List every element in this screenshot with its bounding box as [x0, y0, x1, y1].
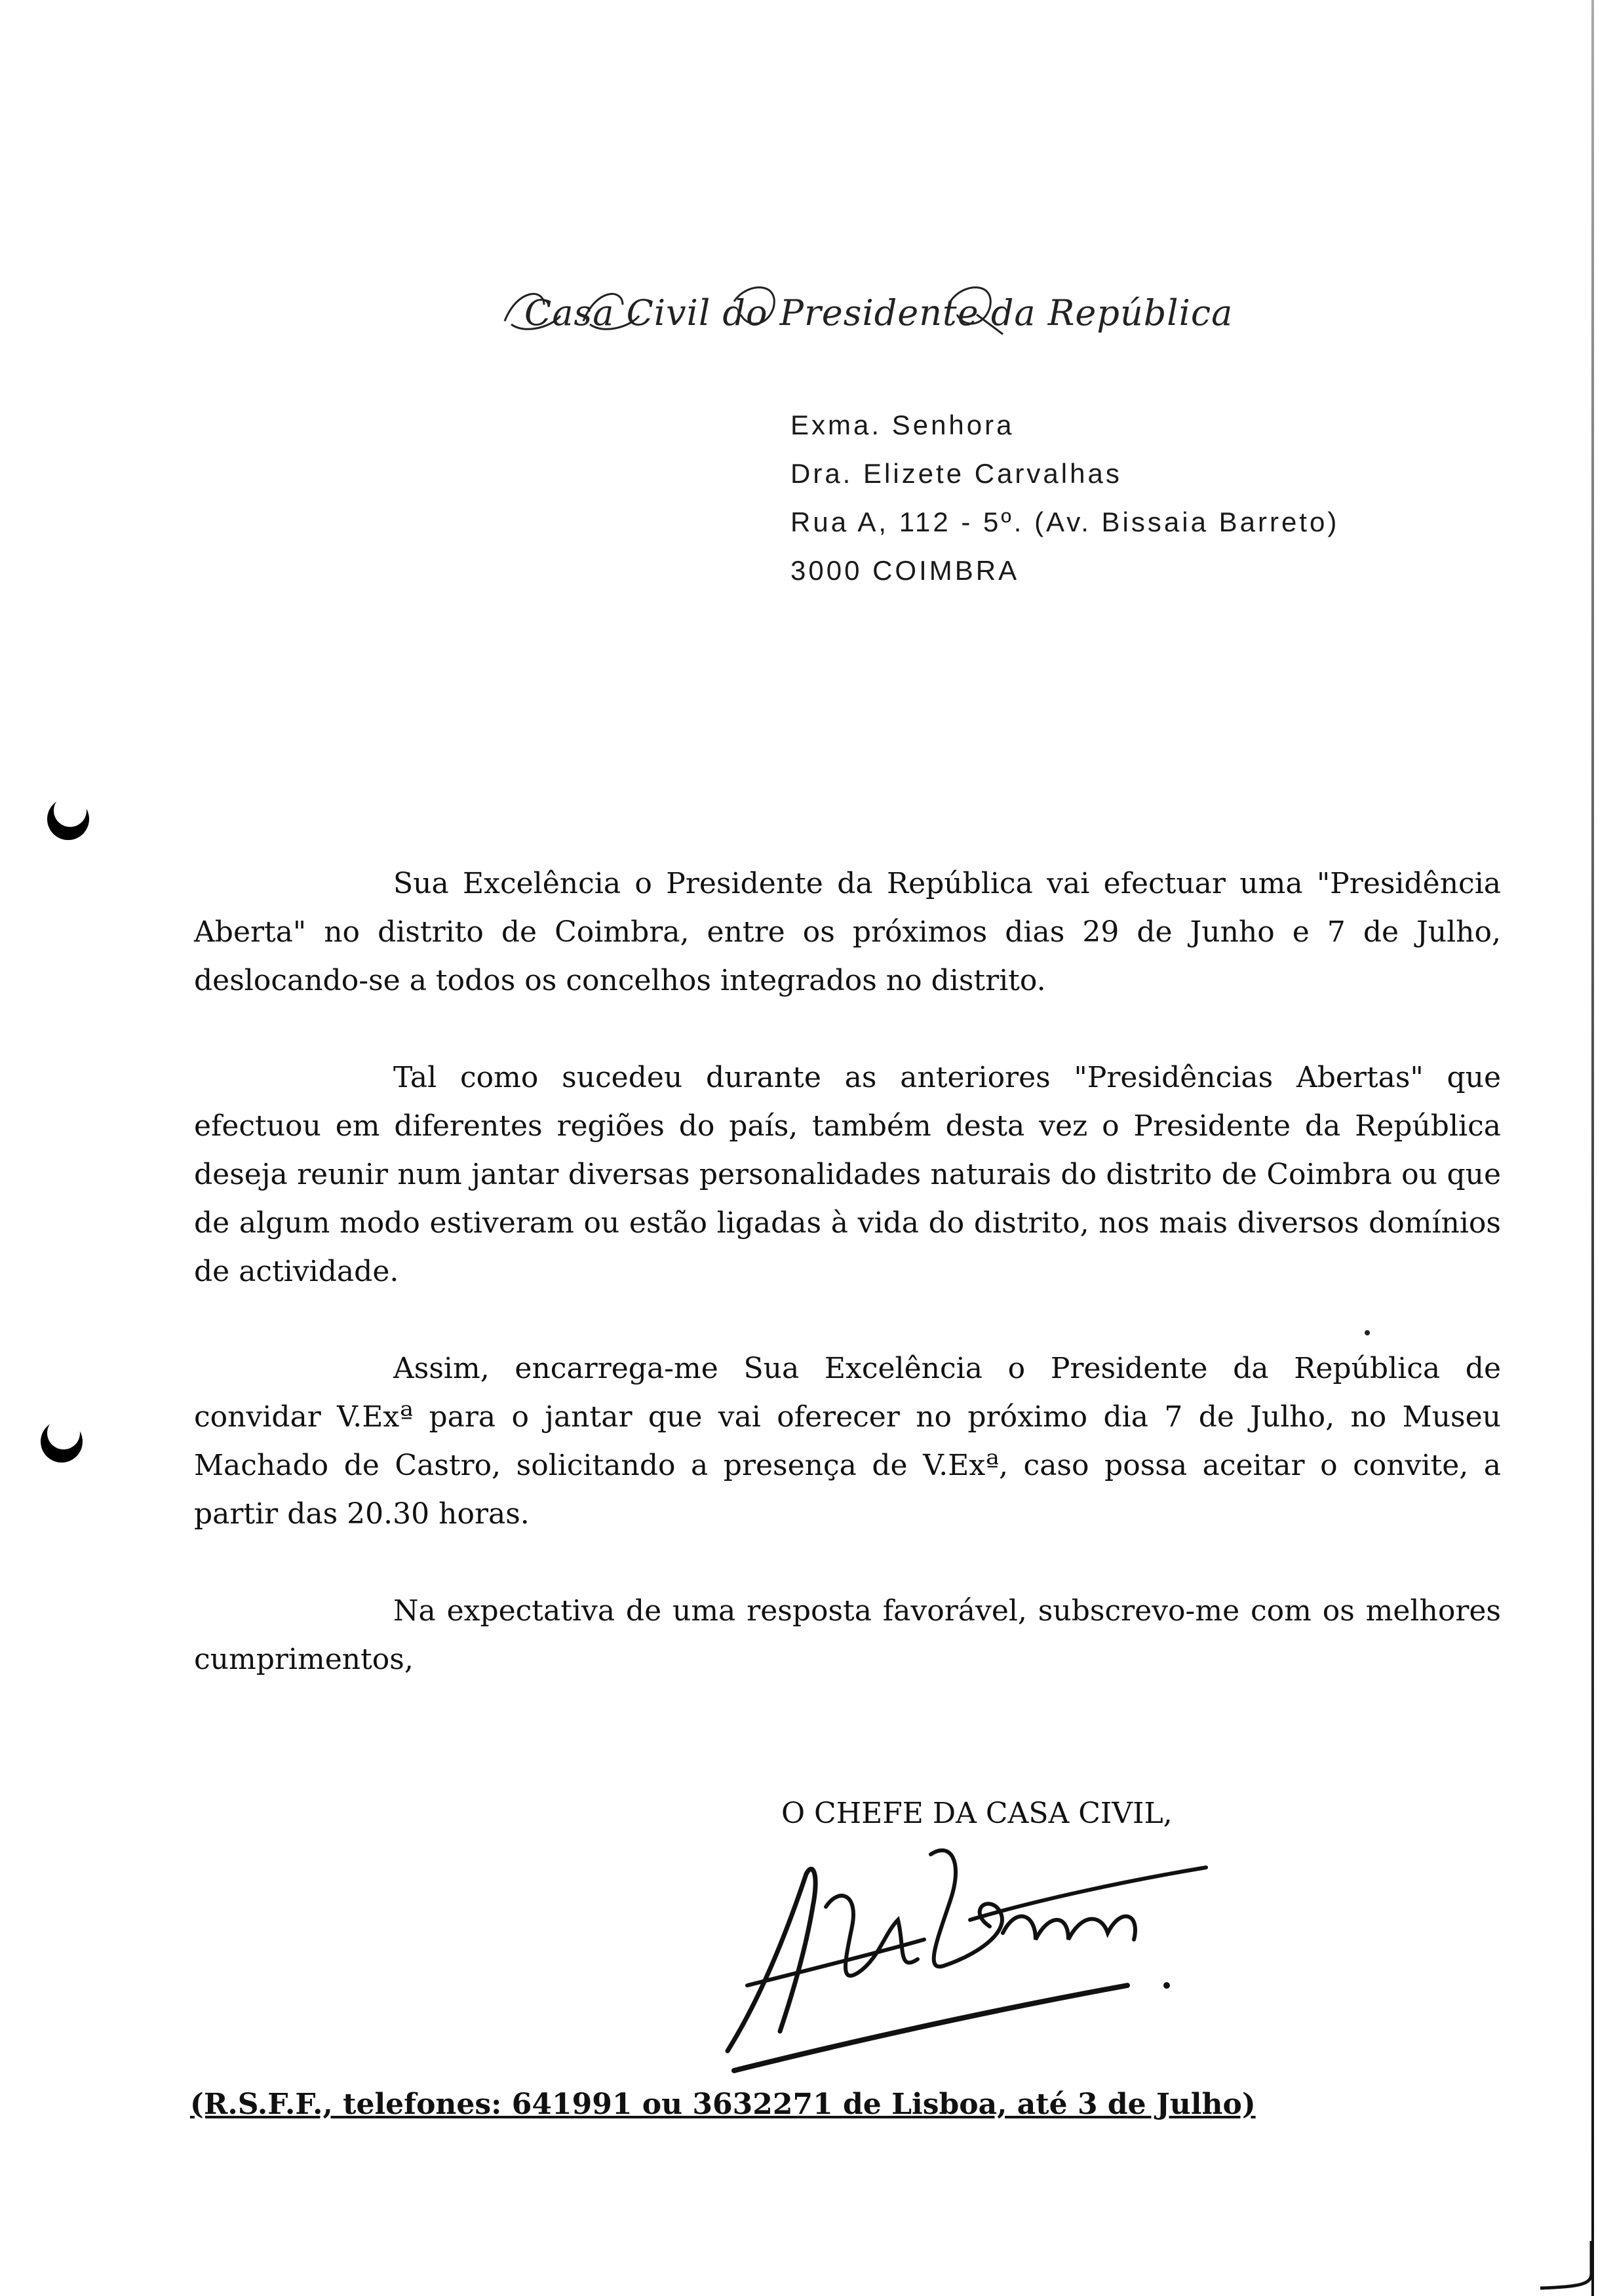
letterhead-text: Casa Civil do Presidente da República — [524, 292, 1234, 334]
body-paragraph: Tal como sucedeu durante as anteriores "Presidências Abertas" que efectuou em diferentes regiões do país, também desta vez o Presidente da República deseja reunir num jantar diversas personalidades naturais do distrito de Coimbra ou que de algum modo estiveram ou estão ligadas à vida do distrito, nos mais diversos domínios de actividade. — [194, 1061, 1501, 1288]
punch-hole — [47, 798, 89, 840]
address-line: Exma. Senhora — [790, 410, 1015, 440]
address-line: 3000 COIMBRA — [790, 555, 1020, 586]
signature — [708, 1835, 1232, 2086]
ink-speck — [1365, 1330, 1370, 1335]
body-paragraph: Na expectativa de uma resposta favorável, subscrevo-me com os melhores cumprimentos, — [194, 1594, 1501, 1676]
signature-text: Alfredo Barroso — [905, 2000, 958, 2007]
footer-note: (R.S.F.F., telefones: 641991 ou 3632271 de Lisboa, até 3 de Julho) — [190, 2088, 1256, 2121]
page-edge-hook — [1534, 2241, 1599, 2296]
letterhead-script-mark — [498, 275, 1234, 347]
signature-mark — [708, 1835, 1232, 2084]
recipient-address — [790, 401, 1339, 595]
closing-title: O CHEFE DA CASA CIVIL, — [781, 1797, 1173, 1830]
page-edge-line — [1591, 0, 1594, 2296]
body-paragraph: Sua Excelência o Presidente da República vai efectuar uma "Presidência Aberta" no distrito de Coimbra, entre os próximos dias 29 de Junho e 7 de Julho, deslocando-se a todos os concelhos integrados no distrito. — [194, 867, 1501, 997]
punch-hole — [41, 1421, 83, 1463]
address-line: Rua A, 112 - 5º. (Av. Bissaia Barreto) — [790, 507, 1340, 537]
body-paragraph: Assim, encarrega-me Sua Excelência o Presidente da República de convidar V.Exª para o jantar que vai oferecer no próximo dia 7 de Julho, no Museu Machado de Castro, solicitando a presença de V.Exª, caso possa aceitar o convite, a partir das 20.30 horas. — [194, 1352, 1501, 1531]
address-line: Dra. Elizete Carvalhas — [790, 458, 1122, 489]
letter-body — [194, 860, 1501, 1732]
letterhead — [498, 275, 1234, 358]
